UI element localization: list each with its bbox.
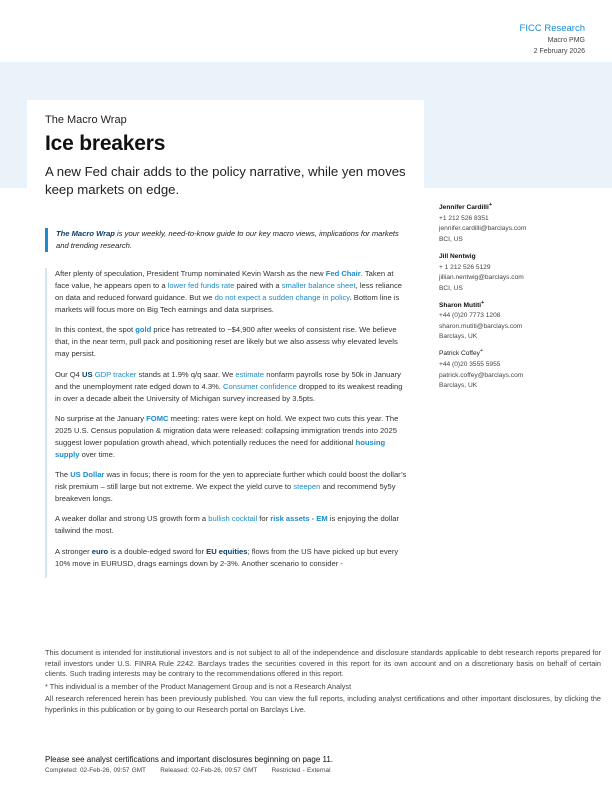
intro-lead: The Macro Wrap	[56, 229, 115, 238]
analyst-entity: Barclays, UK	[439, 333, 478, 341]
text: meeting: rates were kept on hold. We expect two cuts this year. The 2025 U.S. Census population & migration data were released: collapsing immigration trends into 2025 suggest lower population growth ahead, which potentially reduces the need for additional	[55, 413, 399, 447]
text: was in focus; there is room for the yen to appreciate further which could boost the dollar’s risk premium – still large but not extreme. We expect the yield curve to	[55, 470, 407, 492]
euro-keyword: euro	[91, 546, 109, 556]
analyst-mark: +	[479, 348, 484, 355]
analyst-list	[439, 200, 599, 395]
us-keyword: US	[82, 369, 93, 379]
disclaimer	[45, 648, 601, 717]
disclaimer-paragraph: All research referenced herein has been previously published. You can view the full reports, including analyst certifications and other important disclosures, by clicking the hyperlinks in this publication or by going to our Research portal on Barclays Live.	[45, 693, 601, 714]
text: and recommend 5y5y breakeven longs.	[55, 482, 396, 504]
analyst-phone: +1 212 526 8351	[439, 214, 489, 222]
text: The	[55, 470, 71, 480]
footer-meta	[45, 767, 342, 774]
disclaimer-note: * This individual is a member of the Product Management Group and is not a Research Analyst	[45, 681, 352, 691]
analyst-email[interactable]: sharon.mutiti@barclays.com	[439, 322, 523, 330]
group-label: Macro PMG	[547, 37, 585, 44]
analyst-entity: BCI, US	[439, 284, 463, 292]
text: over time.	[79, 449, 115, 459]
page-subtitle: A new Fed chair adds to the policy narrative, while yen moves keep markets on edge.	[45, 164, 406, 197]
disclaimer-paragraph: This document is intended for institutional investors and is not subject to all of the independence and disclosure standards applicable to debt research reports prepared for retail investors under U.S. FINRA Rule 2242. Barclays trades the securities covered in this report for its own account and on a discretionary basis on behalf of certain clients. Such trading interests may be contrary to the recommendations offered in this report.	[45, 648, 601, 679]
housing-supply-link[interactable]: housing supply	[55, 437, 386, 459]
eu-equities-keyword: EU equities	[206, 546, 248, 556]
gdp-tracker-link[interactable]: GDP tracker	[94, 369, 137, 379]
text: nonfarm payrolls rose by 50k in January and the unemployment rate edged down to 4.3%.	[55, 369, 401, 391]
name-text: Jennifer Cardilli	[439, 204, 489, 212]
analyst-name	[439, 298, 599, 312]
lower-fed-funds-link[interactable]: lower fed funds rate	[167, 281, 235, 290]
bullish-cocktail-link[interactable]: bullish cocktail	[208, 514, 258, 524]
classification-label: Restricted - External	[271, 767, 331, 774]
paragraph-euro	[55, 546, 407, 570]
paragraph-fomc	[55, 413, 407, 461]
text: , less reliance on data and reduced forward guidance. But we	[55, 281, 403, 302]
gold-link[interactable]: gold	[135, 325, 152, 335]
text: Our Q4	[55, 369, 83, 379]
text: for	[257, 514, 271, 524]
analyst-name	[439, 200, 599, 214]
text: stands at 1.9% q/q saar. We	[136, 369, 236, 379]
analyst-card	[439, 298, 599, 344]
name-text: Sharon Mutiti	[439, 301, 482, 309]
analyst-mark: +	[488, 202, 493, 208]
text: . Taken at face value, he appears open to a	[55, 269, 394, 290]
analyst-email[interactable]: jillian.nentwig@barclays.com	[439, 274, 524, 282]
analyst-phone: +44 (0)20 7773 1208	[439, 312, 501, 320]
fomc-link[interactable]: FOMC	[146, 413, 169, 423]
analyst-entity: BCI, US	[439, 235, 463, 243]
released-timestamp: Released: 02-Feb-26, 09:57 GMT	[160, 767, 258, 774]
page-title: Ice breakers	[45, 132, 166, 155]
us-dollar-link[interactable]: US Dollar	[70, 470, 105, 480]
analyst-phone: +44 (0)20 3555 5955	[439, 361, 501, 369]
paragraph-risk-assets	[55, 513, 407, 537]
text: dropped to its weakest reading in over a decade albeit the University of Michigan survey increased by 3.5pts.	[55, 381, 403, 403]
text: is a double-edged sword for	[108, 546, 207, 556]
article-body	[45, 268, 407, 578]
analyst-email[interactable]: patrick.coffey@barclays.com	[439, 371, 524, 379]
risk-assets-em-link[interactable]: risk assets - EM	[270, 514, 328, 524]
text: A weaker dollar and strong US growth form a	[55, 514, 209, 524]
text: paired with a	[234, 281, 282, 290]
series-name: The Macro Wrap	[45, 114, 127, 126]
estimate-link[interactable]: estimate	[235, 369, 265, 379]
paragraph-fed-chair	[55, 268, 407, 316]
analyst-card	[439, 249, 599, 295]
name-text: Patrick Coffey	[439, 350, 480, 358]
text: A stronger	[55, 546, 92, 556]
text: No surprise at the January	[55, 413, 147, 423]
report-header	[520, 22, 585, 57]
fed-chair-link[interactable]: Fed Chair	[325, 269, 361, 278]
paragraph-us-dollar	[55, 469, 407, 505]
paragraph-us-gdp	[55, 369, 407, 405]
intro-callout	[45, 228, 400, 252]
steepen-link[interactable]: steepen	[293, 482, 321, 492]
paragraph-gold	[55, 324, 407, 360]
text: In this context, the spot	[55, 325, 136, 335]
text: is enjoying the dollar tailwind the most.	[55, 514, 400, 536]
smaller-balance-sheet-link[interactable]: smaller balance sheet	[281, 281, 356, 290]
analyst-card	[439, 200, 599, 246]
name-text: Jill Nentwig	[439, 252, 476, 260]
text: After plenty of speculation, President Trump nominated Kevin Warsh as the new	[55, 269, 326, 278]
analyst-email[interactable]: jennifer.cardilli@barclays.com	[439, 225, 527, 233]
analyst-entity: Barclays, UK	[439, 382, 478, 390]
report-date: 2 February 2026	[533, 48, 585, 55]
analyst-card	[439, 346, 599, 392]
certifications-note: Please see analyst certifications and important disclosures beginning on page 11.	[45, 755, 334, 764]
text: price has retreated to ~$4,900 after weeks of consistent rise. We believe that, in the near term, pull pack and positioning reset are likely but we also assess why elevated levels may persist.	[55, 325, 398, 359]
text: . Bottom line is markets will focus more on Big Tech earnings and data surprises.	[55, 293, 400, 314]
completed-timestamp: Completed: 02-Feb-26, 09:57 GMT	[45, 767, 146, 774]
intro-text: is your weekly, need-to-know guide to our key macro views, implications for markets and trending research.	[56, 229, 399, 250]
department-label: FICC Research	[519, 23, 585, 34]
analyst-name	[439, 249, 599, 263]
analyst-mark: +	[481, 299, 485, 306]
text: ; flows from the US have picked up but every 10% move in EURUSD, drags earnings down by 2-3%. Another scenario to consider -	[55, 546, 399, 568]
analyst-phone: + 1 212 526 5129	[439, 263, 491, 271]
policy-change-link[interactable]: do not expect a sudden change in policy	[214, 293, 350, 302]
consumer-confidence-link[interactable]: Consumer confidence	[223, 381, 297, 391]
analyst-name	[439, 346, 599, 360]
